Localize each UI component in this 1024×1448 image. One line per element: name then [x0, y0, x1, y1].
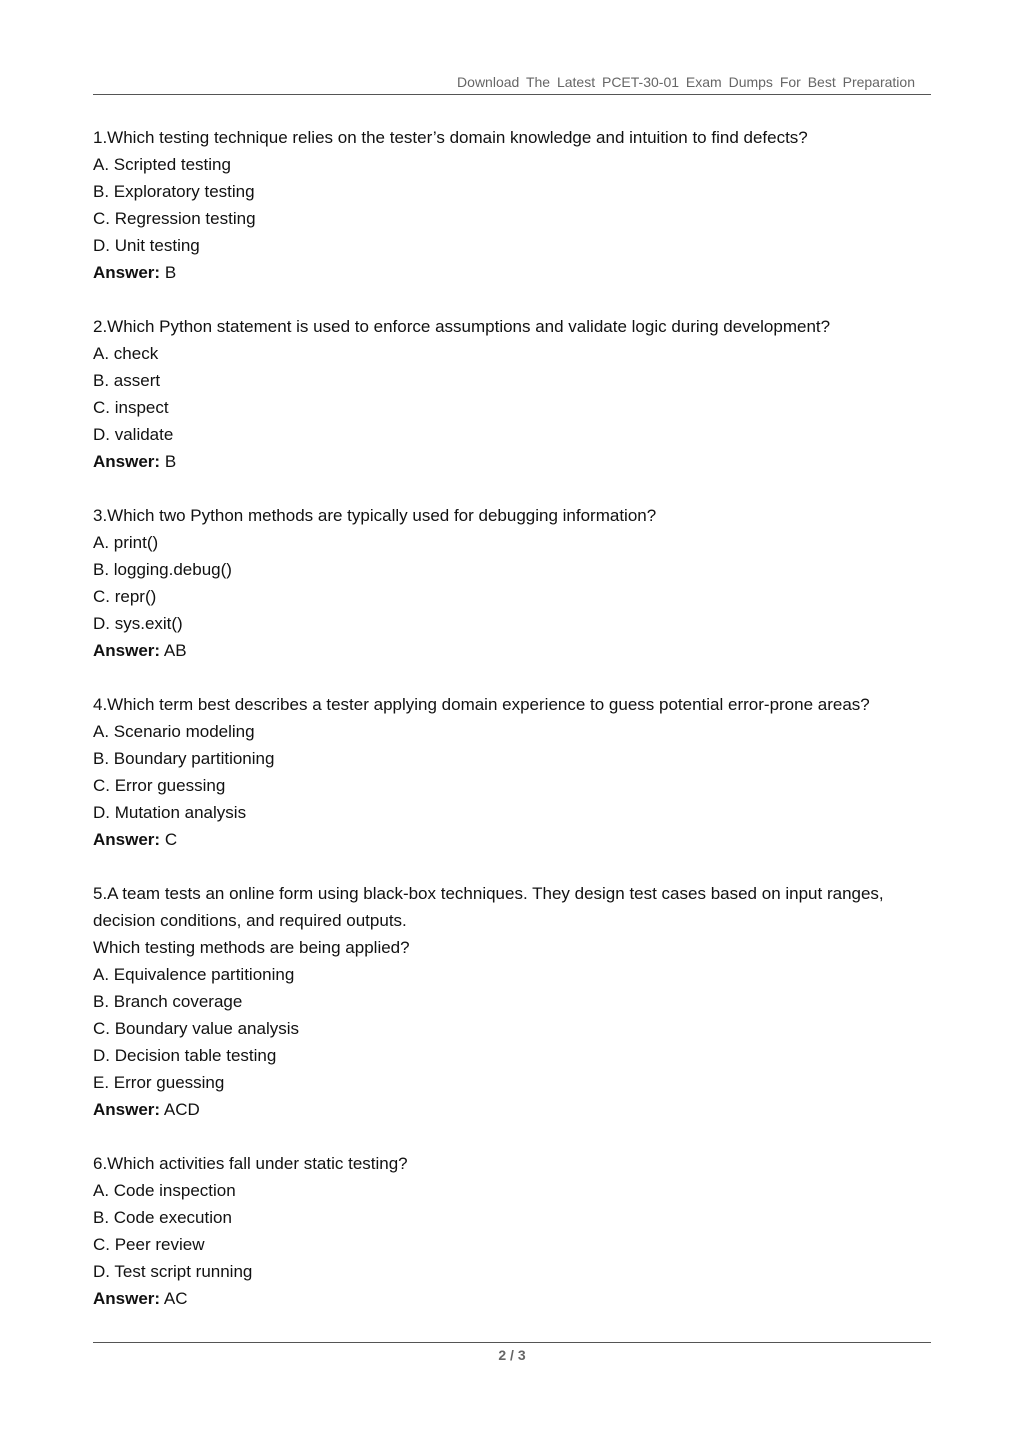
option-d: D. sys.exit() — [93, 614, 183, 633]
answer-line — [93, 1285, 938, 1312]
question-list — [93, 124, 938, 1339]
answer-line — [93, 826, 938, 853]
option-b: B. Exploratory testing — [93, 182, 255, 201]
option-b: B. Boundary partitioning — [93, 749, 275, 768]
option-d: D. Decision table testing — [93, 1046, 277, 1065]
question-stem: 4.Which term best describes a tester applying domain experience to guess potential error-prone areas? — [93, 695, 870, 714]
option-a: A. Code inspection — [93, 1181, 236, 1200]
option-c: C. inspect — [93, 398, 169, 417]
answer-value: C — [164, 830, 178, 849]
option-b: B. Code execution — [93, 1208, 232, 1227]
header-text: Download The Latest PCET-30-01 Exam Dumps For Best Preparation — [457, 74, 915, 90]
answer-value: AC — [163, 1289, 188, 1308]
answer-value: B — [164, 263, 177, 282]
page-number: 2 / 3 — [498, 1347, 526, 1363]
option-c: C. Error guessing — [93, 776, 226, 795]
answer-label: Answer: — [93, 452, 161, 471]
question-2 — [93, 313, 938, 475]
answer-label: Answer: — [93, 830, 161, 849]
question-stem-continued: Which testing methods are being applied? — [93, 938, 410, 957]
option-a: A. Equivalence partitioning — [93, 965, 295, 984]
option-a: A. check — [93, 344, 159, 363]
option-c: C. repr() — [93, 587, 157, 606]
option-a: A. print() — [93, 533, 159, 552]
question-6 — [93, 1150, 938, 1312]
option-b: B. logging.debug() — [93, 560, 232, 579]
question-stem: 5.A team tests an online form using black-box techniques. They design test cases based on input ranges, decision conditions, and required outputs. — [93, 884, 884, 930]
option-a: A. Scripted testing — [93, 155, 231, 174]
answer-value: AB — [163, 641, 187, 660]
answer-label: Answer: — [93, 1100, 161, 1119]
option-c: C. Peer review — [93, 1235, 205, 1254]
option-d: D. Unit testing — [93, 236, 200, 255]
question-stem: 3.Which two Python methods are typically used for debugging information? — [93, 506, 657, 525]
question-3 — [93, 502, 938, 664]
answer-value: B — [164, 452, 177, 471]
question-4 — [93, 691, 938, 853]
question-stem: 6.Which activities fall under static testing? — [93, 1154, 408, 1173]
option-c: C. Boundary value analysis — [93, 1019, 300, 1038]
answer-label: Answer: — [93, 641, 161, 660]
option-d: D. Mutation analysis — [93, 803, 247, 822]
answer-line — [93, 637, 938, 664]
page-footer — [93, 1342, 931, 1365]
option-b: B. assert — [93, 371, 161, 390]
answer-value: ACD — [163, 1100, 200, 1119]
question-1 — [93, 124, 938, 286]
answer-line — [93, 1096, 938, 1123]
option-e: E. Error guessing — [93, 1073, 225, 1092]
answer-label: Answer: — [93, 263, 161, 282]
question-stem: 2.Which Python statement is used to enforce assumptions and validate logic during development? — [93, 317, 831, 336]
option-b: B. Branch coverage — [93, 992, 243, 1011]
answer-label: Answer: — [93, 1289, 161, 1308]
answer-line — [93, 259, 938, 286]
answer-line — [93, 448, 938, 475]
page-header — [93, 72, 931, 95]
option-a: A. Scenario modeling — [93, 722, 255, 741]
question-5 — [93, 880, 938, 1123]
question-stem: 1.Which testing technique relies on the tester’s domain knowledge and intuition to find defects? — [93, 128, 808, 147]
option-d: D. validate — [93, 425, 174, 444]
option-d: D. Test script running — [93, 1262, 253, 1281]
option-c: C. Regression testing — [93, 209, 256, 228]
